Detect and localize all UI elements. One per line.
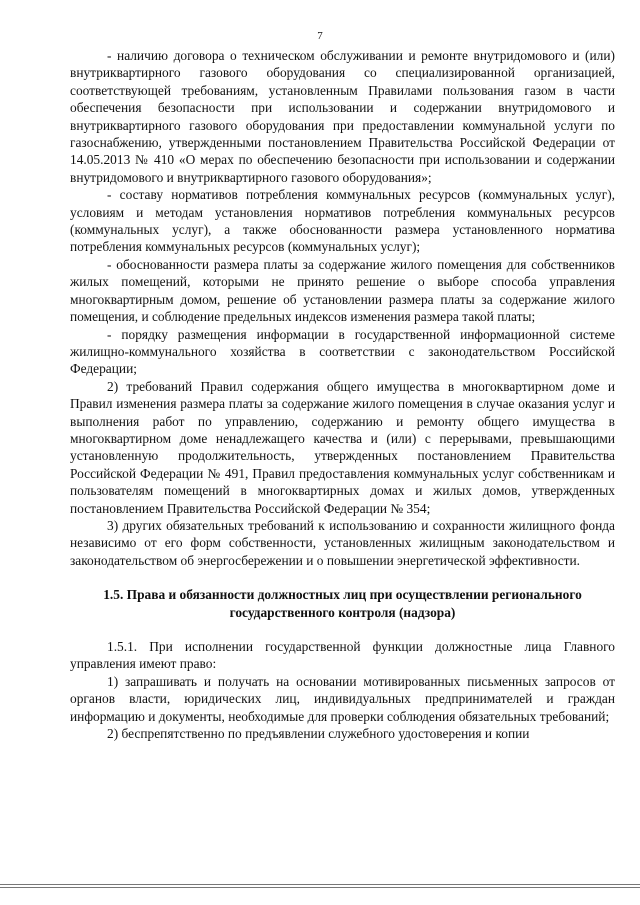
paragraph: - составу нормативов потребления коммунальных ресурсов (коммунальных услуг), условиям и методам установления нормативов потребления коммунальных ресурсов (коммунальных услуг), а также обоснованности размера установленного норматива потребления коммунальных ресурсов (коммунальных услуг); <box>70 187 615 255</box>
paragraph: 2) беспрепятственно по предъявлении служебного удостоверения и копии <box>107 726 530 742</box>
footer-divider <box>0 887 640 888</box>
paragraph: 1.5.1. При исполнении государственной функции должностные лица Главного управления имеют право: <box>70 639 615 672</box>
paragraph: - обоснованности размера платы за содержание жилого помещения для собственников жилых помещений, которыми не принято решение о выборе способа управления многоквартирным домом, решение об установлении размера платы за содержание жилого помещения, и соблюдение предельных индексов изменения размера такой платы; <box>70 256 615 325</box>
paragraph: - порядку размещения информации в государственной информационной системе жилищно-коммунального хозяйства в соответствии с законодательством Российской Федерации; <box>70 326 615 377</box>
paragraph: - наличию договора о техническом обслуживании и ремонте внутридомового и (или) внутриквартирного газового оборудования со специализированной организацией, соответствующей требованиям, установленным Правилами пользования газом в части обеспечения безопасности при использовании и содержании внутридомового и внутриквартирного газового оборудования при предоставлении коммунальной услуги по газоснабжению, утвержденными постановлением Правительства Российской Федерации от 14.05.2013 № 410 «О мерах по обеспечению безопасности при использовании и содержании внутридомового и внутриквартирного газового оборудования»; <box>70 48 615 185</box>
document-body <box>70 47 615 742</box>
paragraph: 1) запрашивать и получать на основании мотивированных письменных запросов от органов власти, юридических лиц, индивидуальных предпринимателей и граждан информацию и документы, необходимые для проверки соблюдения обязательных требований; <box>70 673 615 724</box>
paragraph: 2) требований Правил содержания общего имущества в многоквартирном доме и Правил изменения размера платы за содержание жилого помещения в случае оказания услуг и выполнения работ по управлению, содержанию и ремонту общего имущества в многоквартирном доме ненадлежащего качества и (или) с перерывами, превышающими установленную продолжительность, утвержденных постановлением Правительства Российской Федерации № 491, Правил предоставления коммунальных услуг собственникам и пользователям помещений в многоквартирных домах и жилых домов, утвержденных постановлением Правительства Российской Федерации № 354; <box>70 378 615 516</box>
page-number: 7 <box>317 30 323 42</box>
paragraph: 3) других обязательных требований к использованию и сохранности жилищного фонда независимо от его форм собственности, установленных жилищным законодательством и законодательством об энергосбережении и о повышении энергетической эффективности. <box>70 517 615 568</box>
section-heading: 1.5. Права и обязанности должностных лиц при осуществлении регионального государственного контроля (надзора) <box>103 587 582 620</box>
footer-divider <box>0 884 640 885</box>
